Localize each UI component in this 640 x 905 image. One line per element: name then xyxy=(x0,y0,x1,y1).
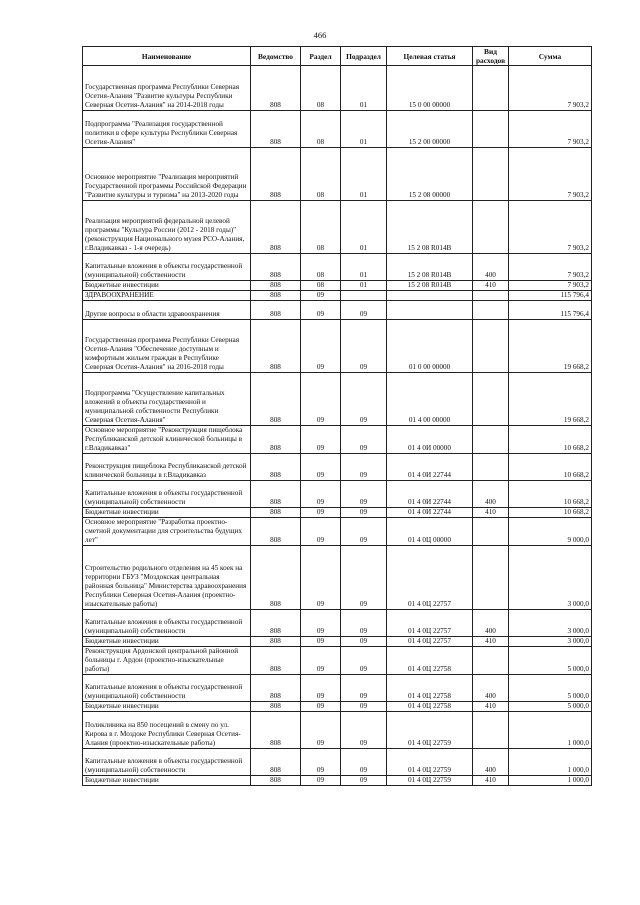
cell-name: Основное мероприятие "Реализация мероприятий Государственной программы Российской Федерации "Развитие культуры и туризма" на 2013-2020 годы xyxy=(83,148,251,201)
cell-razdel: 09 xyxy=(301,320,341,373)
cell-target: 01 4 0И 22744 xyxy=(387,454,473,481)
table-row xyxy=(83,610,592,637)
cell-razdel: 08 xyxy=(301,111,341,148)
cell-target: 01 4 0Ц 22757 xyxy=(387,637,473,647)
cell-razdel: 09 xyxy=(301,776,341,786)
cell-vid: 410 xyxy=(473,776,509,786)
cell-ved: 808 xyxy=(251,637,301,647)
cell-podrazdel: 09 xyxy=(341,637,387,647)
cell-podrazdel: 09 xyxy=(341,320,387,373)
cell-name: Капитальные вложения в объекты государственной (муниципальной) собственности xyxy=(83,254,251,281)
cell-vid: 400 xyxy=(473,254,509,281)
table-row xyxy=(83,111,592,148)
cell-ved: 808 xyxy=(251,508,301,518)
cell-sum: 7 903,2 xyxy=(509,148,592,201)
cell-target: 15 0 00 00000 xyxy=(387,66,473,111)
cell-ved: 808 xyxy=(251,201,301,254)
cell-ved: 808 xyxy=(251,320,301,373)
cell-razdel: 09 xyxy=(301,637,341,647)
cell-razdel: 09 xyxy=(301,454,341,481)
cell-vid xyxy=(473,291,509,301)
cell-ved: 808 xyxy=(251,675,301,702)
cell-razdel: 08 xyxy=(301,148,341,201)
cell-target: 01 4 0Ц 00000 xyxy=(387,518,473,546)
cell-razdel: 08 xyxy=(301,201,341,254)
cell-razdel: 09 xyxy=(301,647,341,675)
cell-target: 01 4 00 00000 xyxy=(387,373,473,426)
cell-sum: 5 000,0 xyxy=(509,675,592,702)
table-row xyxy=(83,776,592,786)
cell-sum: 10 668,2 xyxy=(509,454,592,481)
table-row xyxy=(83,373,592,426)
header-razdel: Раздел xyxy=(301,47,341,66)
cell-razdel: 09 xyxy=(301,675,341,702)
cell-vid xyxy=(473,518,509,546)
cell-vid: 410 xyxy=(473,508,509,518)
cell-podrazdel: 01 xyxy=(341,111,387,148)
cell-sum: 7 903,2 xyxy=(509,66,592,111)
cell-name: Бюджетные инвестиции xyxy=(83,508,251,518)
cell-name: Поликлиника на 850 посещений в смену по ул. Кирова в г. Моздоке Республики Северная Осетия-Алания (проектно-изыскательные работы) xyxy=(83,712,251,749)
cell-name: Реконструкция Ардонской центральной районной больницы г. Ардон (проектно-изыскательные работы) xyxy=(83,647,251,675)
cell-target: 01 4 0Ц 22757 xyxy=(387,610,473,637)
cell-ved: 808 xyxy=(251,481,301,508)
cell-vid xyxy=(473,373,509,426)
cell-ved: 808 xyxy=(251,426,301,454)
cell-name: Подпрограмма "Реализация государственной политики в сфере культуры Республики Северная Осетия-Алания" xyxy=(83,111,251,148)
cell-vid xyxy=(473,320,509,373)
cell-ved: 808 xyxy=(251,546,301,610)
cell-vid xyxy=(473,301,509,320)
cell-razdel: 09 xyxy=(301,291,341,301)
cell-name: Основное мероприятие "Разработка проектно-сметной документации для строительства будущих лет" xyxy=(83,518,251,546)
cell-razdel: 09 xyxy=(301,610,341,637)
table-row xyxy=(83,254,592,281)
table-row xyxy=(83,454,592,481)
cell-ved: 808 xyxy=(251,776,301,786)
cell-sum: 1 000,0 xyxy=(509,712,592,749)
cell-razdel: 09 xyxy=(301,546,341,610)
cell-podrazdel: 09 xyxy=(341,675,387,702)
cell-podrazdel xyxy=(341,291,387,301)
cell-name: Капитальные вложения в объекты государственной (муниципальной) собственности xyxy=(83,610,251,637)
cell-target: 15 2 08 R014В xyxy=(387,281,473,291)
cell-podrazdel: 09 xyxy=(341,518,387,546)
cell-name: Капитальные вложения в объекты государственной (муниципальной) собственности xyxy=(83,749,251,776)
cell-target: 01 4 0Ц 22759 xyxy=(387,776,473,786)
cell-razdel: 09 xyxy=(301,373,341,426)
cell-podrazdel: 09 xyxy=(341,702,387,712)
cell-target: 01 4 0Ц 22759 xyxy=(387,712,473,749)
cell-sum: 3 000,0 xyxy=(509,610,592,637)
cell-podrazdel: 09 xyxy=(341,426,387,454)
cell-podrazdel: 01 xyxy=(341,66,387,111)
cell-ved: 808 xyxy=(251,148,301,201)
cell-ved: 808 xyxy=(251,291,301,301)
cell-ved: 808 xyxy=(251,281,301,291)
cell-name: Государственная программа Республики Северная Осетия-Алания "Развитие культуры Республики Северная Осетия-Алания" на 2014-2018 годы xyxy=(83,66,251,111)
cell-sum: 10 668,2 xyxy=(509,481,592,508)
cell-razdel: 09 xyxy=(301,301,341,320)
cell-vid: 410 xyxy=(473,281,509,291)
cell-name: Бюджетные инвестиции xyxy=(83,637,251,647)
cell-vid xyxy=(473,148,509,201)
cell-vid: 410 xyxy=(473,702,509,712)
cell-name: Капитальные вложения в объекты государственной (муниципальной) собственности xyxy=(83,481,251,508)
cell-podrazdel: 09 xyxy=(341,647,387,675)
table-row xyxy=(83,301,592,320)
cell-sum: 7 903,2 xyxy=(509,254,592,281)
cell-sum: 1 000,0 xyxy=(509,776,592,786)
table-row xyxy=(83,518,592,546)
cell-sum: 115 796,4 xyxy=(509,301,592,320)
cell-target: 15 2 08 00000 xyxy=(387,148,473,201)
cell-name: Бюджетные инвестиции xyxy=(83,702,251,712)
cell-razdel: 08 xyxy=(301,254,341,281)
cell-vid: 410 xyxy=(473,637,509,647)
cell-podrazdel: 09 xyxy=(341,508,387,518)
cell-name: Реконструкция пищеблока Республиканской детской клинической больницы в г.Владикавказ xyxy=(83,454,251,481)
table-header-row xyxy=(83,47,592,66)
cell-sum: 9 000,0 xyxy=(509,518,592,546)
cell-sum: 19 668,2 xyxy=(509,320,592,373)
cell-ved: 808 xyxy=(251,373,301,426)
cell-ved: 808 xyxy=(251,66,301,111)
cell-vid: 400 xyxy=(473,481,509,508)
table-row xyxy=(83,148,592,201)
cell-target: 01 4 0И 22744 xyxy=(387,508,473,518)
table-row xyxy=(83,712,592,749)
cell-target: 15 2 00 00000 xyxy=(387,111,473,148)
cell-vid xyxy=(473,111,509,148)
cell-ved: 808 xyxy=(251,518,301,546)
cell-sum: 19 668,2 xyxy=(509,373,592,426)
cell-razdel: 09 xyxy=(301,518,341,546)
cell-vid xyxy=(473,647,509,675)
cell-vid xyxy=(473,66,509,111)
cell-podrazdel: 09 xyxy=(341,454,387,481)
cell-sum: 115 796,4 xyxy=(509,291,592,301)
cell-ved: 808 xyxy=(251,647,301,675)
cell-name: Реализация мероприятий федеральной целевой программы "Культура России (2012 - 2018 годы)" (реконструкция Национального музея РСО-Алания, г.Владикавказ - 1-я очередь) xyxy=(83,201,251,254)
cell-target: 01 0 00 00000 xyxy=(387,320,473,373)
table-row xyxy=(83,281,592,291)
cell-sum: 1 000,0 xyxy=(509,749,592,776)
cell-podrazdel: 09 xyxy=(341,481,387,508)
cell-sum: 7 903,2 xyxy=(509,111,592,148)
header-name: Наименование xyxy=(83,47,251,66)
cell-target: 01 4 0Ц 22757 xyxy=(387,546,473,610)
cell-podrazdel: 09 xyxy=(341,373,387,426)
cell-podrazdel: 01 xyxy=(341,201,387,254)
cell-name: Капитальные вложения в объекты государственной (муниципальной) собственности xyxy=(83,675,251,702)
cell-ved: 808 xyxy=(251,254,301,281)
cell-ved: 808 xyxy=(251,712,301,749)
cell-sum: 7 903,2 xyxy=(509,281,592,291)
table-row xyxy=(83,426,592,454)
cell-razdel: 09 xyxy=(301,481,341,508)
table-row xyxy=(83,201,592,254)
table-row xyxy=(83,675,592,702)
cell-podrazdel: 09 xyxy=(341,301,387,320)
cell-ved: 808 xyxy=(251,301,301,320)
cell-name: Бюджетные инвестиции xyxy=(83,776,251,786)
table-row xyxy=(83,546,592,610)
cell-name: Подпрограмма "Осуществление капитальных вложений в объекты государственной и муниципальной собственности Республики Северная Осетия-Алания" xyxy=(83,373,251,426)
cell-razdel: 08 xyxy=(301,66,341,111)
cell-name: Государственная программа Республики Северная Осетия-Алания "Обеспечение доступным и комфортным жильем граждан в Республике Северная Осетия-Алания" на 2016-2018 годы xyxy=(83,320,251,373)
cell-name: Другие вопросы в области здравоохранения xyxy=(83,301,251,320)
cell-podrazdel: 01 xyxy=(341,254,387,281)
table-row xyxy=(83,320,592,373)
cell-podrazdel: 09 xyxy=(341,776,387,786)
cell-podrazdel: 09 xyxy=(341,610,387,637)
table-body xyxy=(83,66,592,786)
table-row xyxy=(83,647,592,675)
cell-target xyxy=(387,301,473,320)
cell-podrazdel: 09 xyxy=(341,546,387,610)
cell-sum: 5 000,0 xyxy=(509,647,592,675)
cell-sum: 10 668,2 xyxy=(509,426,592,454)
header-vid: Вид расходов xyxy=(473,47,509,66)
header-vedomstvo: Ведомство xyxy=(251,47,301,66)
cell-vid: 400 xyxy=(473,610,509,637)
cell-name: ЗДРАВООХРАНЕНИЕ xyxy=(83,291,251,301)
header-podrazdel: Подраздел xyxy=(341,47,387,66)
cell-razdel: 09 xyxy=(301,508,341,518)
table-row xyxy=(83,749,592,776)
header-target: Целевая статья xyxy=(387,47,473,66)
table-row xyxy=(83,702,592,712)
cell-podrazdel: 01 xyxy=(341,148,387,201)
cell-name: Строительство родильного отделения на 45 коек на территории ГБУЗ "Моздокская центральная районная больница" Министерства здравоохранения Республики Северная Осетия-Алания (проектно-изыскательные работы) xyxy=(83,546,251,610)
budget-table xyxy=(82,46,592,786)
cell-name: Бюджетные инвестиции xyxy=(83,281,251,291)
cell-sum: 3 000,0 xyxy=(509,546,592,610)
cell-vid xyxy=(473,426,509,454)
cell-target: 01 4 0Ц 22758 xyxy=(387,702,473,712)
cell-sum: 10 668,2 xyxy=(509,508,592,518)
table-row xyxy=(83,481,592,508)
cell-name: Основное мероприятие "Реконструкция пищеблока Республиканской детской клинической больницы в г.Владикавказ" xyxy=(83,426,251,454)
page-number: 466 xyxy=(313,30,327,40)
cell-vid xyxy=(473,201,509,254)
cell-sum: 7 903,2 xyxy=(509,201,592,254)
table-row xyxy=(83,637,592,647)
header-sum: Сумма xyxy=(509,47,592,66)
cell-vid: 400 xyxy=(473,749,509,776)
cell-ved: 808 xyxy=(251,111,301,148)
cell-razdel: 09 xyxy=(301,426,341,454)
cell-sum: 3 000,0 xyxy=(509,637,592,647)
table-row xyxy=(83,291,592,301)
cell-ved: 808 xyxy=(251,702,301,712)
cell-target xyxy=(387,291,473,301)
cell-target: 01 4 0Ц 22759 xyxy=(387,749,473,776)
cell-ved: 808 xyxy=(251,610,301,637)
table-row xyxy=(83,508,592,518)
cell-vid xyxy=(473,454,509,481)
cell-podrazdel: 09 xyxy=(341,712,387,749)
cell-ved: 808 xyxy=(251,749,301,776)
cell-target: 01 4 0Ц 22758 xyxy=(387,647,473,675)
cell-target: 01 4 0Ц 22758 xyxy=(387,675,473,702)
cell-target: 01 4 0И 22744 xyxy=(387,481,473,508)
cell-vid: 400 xyxy=(473,675,509,702)
cell-podrazdel: 01 xyxy=(341,281,387,291)
cell-sum: 5 000,0 xyxy=(509,702,592,712)
cell-target: 15 2 08 R014В xyxy=(387,254,473,281)
cell-razdel: 09 xyxy=(301,712,341,749)
table-row xyxy=(83,66,592,111)
cell-vid xyxy=(473,712,509,749)
cell-vid xyxy=(473,546,509,610)
cell-razdel: 09 xyxy=(301,702,341,712)
cell-podrazdel: 09 xyxy=(341,749,387,776)
cell-target: 15 2 08 R014В xyxy=(387,201,473,254)
cell-target: 01 4 0И 00000 xyxy=(387,426,473,454)
cell-razdel: 08 xyxy=(301,281,341,291)
cell-ved: 808 xyxy=(251,454,301,481)
cell-razdel: 09 xyxy=(301,749,341,776)
